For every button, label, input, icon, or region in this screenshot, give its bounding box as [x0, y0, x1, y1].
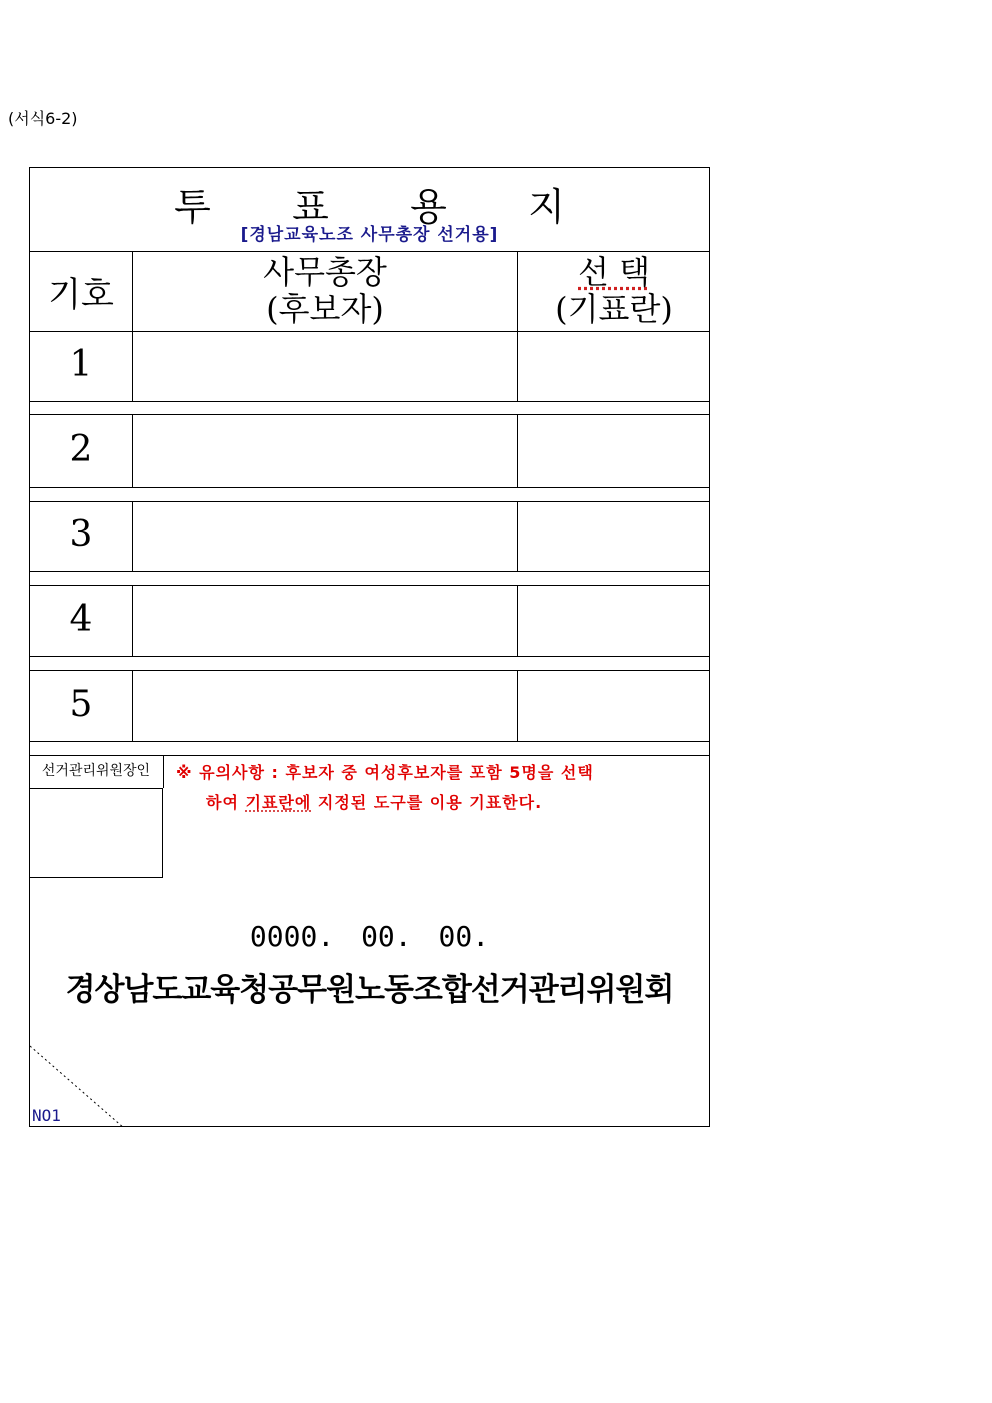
candidate-cell: [133, 586, 517, 656]
divider: [30, 401, 709, 402]
candidate-number: 2: [69, 429, 93, 470]
form-number-label: (서식6-2): [8, 109, 78, 128]
notice-line2-underlined: 기표란에: [245, 793, 312, 812]
notice-line2-pre: 하여: [206, 793, 246, 812]
ballot-subtitle: [경남교육노조 사무총장 선거용]: [240, 225, 499, 245]
stamp-box: [30, 788, 163, 878]
header-select: [518, 252, 710, 330]
header-candidate: [133, 252, 517, 330]
mark-cell[interactable]: [518, 586, 710, 656]
serial-number: NO1: [32, 1106, 61, 1125]
divider: [30, 741, 709, 742]
header-select-line1: 선 택: [578, 253, 650, 291]
divider: [30, 755, 709, 756]
candidate-cell: [133, 671, 517, 741]
candidate-cell: [133, 332, 517, 401]
candidate-number: 4: [69, 599, 93, 640]
organization-name: 경상남도교육청공무원노동조합선거관리위원회: [65, 972, 674, 1008]
mark-cell[interactable]: [518, 332, 710, 401]
divider: [30, 571, 709, 572]
header-candidate-line1: 사무총장: [263, 253, 387, 291]
mark-cell[interactable]: [518, 502, 710, 571]
stamp-label: 선거관리위원장인: [41, 763, 151, 779]
notice-line2: [176, 788, 706, 818]
header-candidate-line2: (후보자): [266, 290, 384, 328]
candidate-number: 5: [69, 684, 93, 725]
mark-cell[interactable]: [518, 671, 710, 741]
candidate-number: 1: [69, 344, 93, 385]
notice-line2-post: 지정된 도구를 이용 기표한다.: [311, 793, 543, 812]
candidate-cell: [133, 502, 517, 571]
ballot-paper: [29, 167, 710, 1127]
header-select-line2: (기표란): [555, 290, 673, 328]
divider: [30, 487, 709, 488]
notice: [176, 758, 706, 818]
notice-line1: ※ 유의사항 : 후보자 중 여성후보자를 포함 5명을 선택: [176, 763, 594, 782]
title-char: 표: [292, 185, 329, 229]
candidate-number: 3: [69, 514, 93, 555]
title-char: 용: [410, 185, 447, 229]
divider: [30, 656, 709, 657]
mark-cell[interactable]: [518, 415, 710, 487]
election-date: 0000. 00. 00.: [249, 920, 490, 953]
title-char: 지: [528, 185, 565, 229]
candidate-cell: [133, 415, 517, 487]
header-code: 기호: [48, 274, 114, 315]
stamp-label-divider: [163, 755, 164, 788]
title-char: 투: [174, 185, 211, 229]
